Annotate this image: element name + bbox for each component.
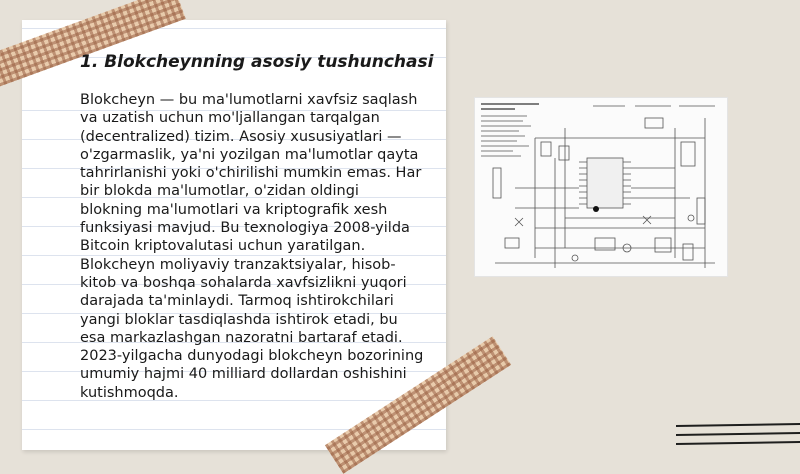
- circuit-schematic-image: [474, 97, 728, 277]
- slide-body-text: Blokcheyn — bu ma'lumotlarni xavfsiz saqlash va uzatish uchun mo'ljallangan tarqalgan (decentralized) tizim. Asosiy xususiyatlari — o'zgarmaslik, ya'ni yozilgan ma'lumotlar qayta tahrirlanishi yoki o'chirilishi mumkin emas. Har bir blokda ma'lumotlar, o'zidan oldingi blokning ma'lumotlari va kriptografik xesh funksiyasi mavjud. Bu texnologiya 2008-yilda Bitcoin kriptovalutasi uchun yaratilgan. Blokcheyn moliyaviy tranzaktsiyalar, hisob-kitob va boshqa sohalarda xavfsizlikni yuqori darajada ta'minlaydi. Tarmoq ishtirokchilari yangi bloklar tasdiqlashda ishtirok etadi, bu esa markazlashgan nazoratni bartaraf etadi. 2023-yilgacha dunyodagi blokcheyn bozorining umumiy hajmi 40 milliard dollardan oshishini kutishmoqda.: [80, 92, 424, 401]
- slide-title: 1. Blokcheynning asosiy tushunchasi: [80, 52, 434, 72]
- decorative-lines: [676, 418, 800, 450]
